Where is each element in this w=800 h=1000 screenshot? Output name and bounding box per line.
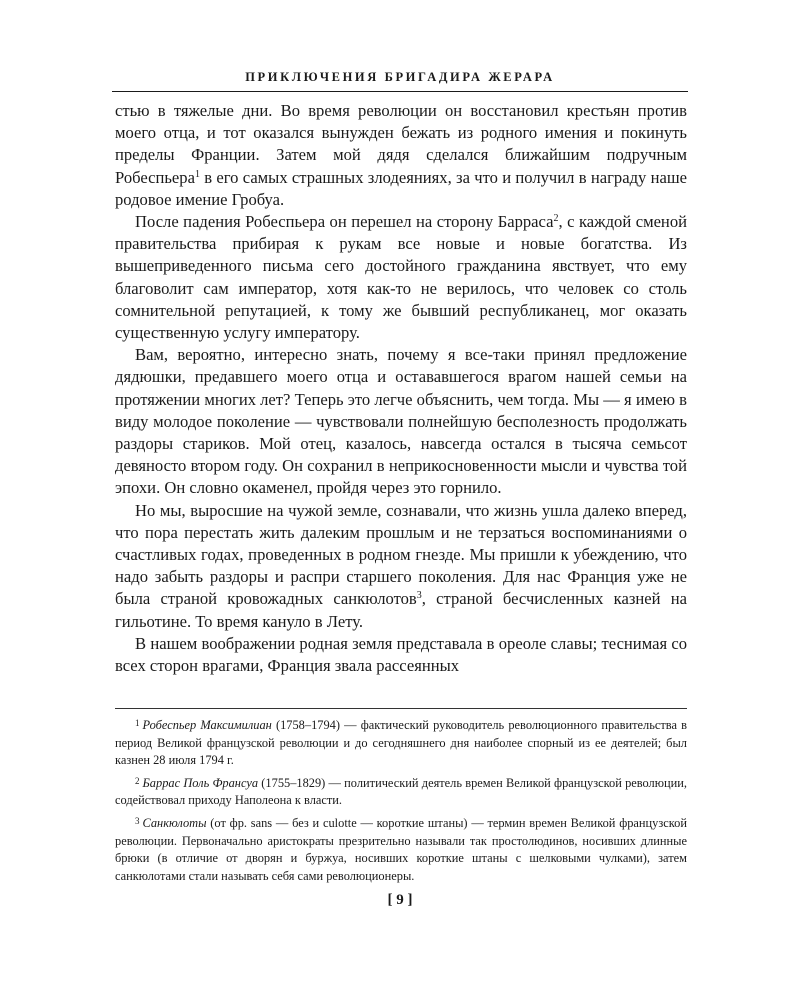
footnotes [115, 715, 687, 888]
paragraph-text: стью в тяжелые дни. Во время революции он восстановил крестьян против моего отца, и тот оказался вынужден бежать из родного имения и покинуть пределы Франции. Затем мой дядя сделался ближайшим подручным Робеспьера [115, 101, 687, 187]
footnote-separator [115, 708, 687, 709]
footnote-reference[interactable]: 3 [416, 590, 422, 602]
page-number: [ 9 ] [387, 892, 413, 908]
footnote [115, 715, 687, 770]
footnote-mark: 1 [135, 718, 140, 728]
footnote-mark: 3 [135, 815, 140, 826]
footnote-term: Робеспьер Максимилиан [142, 718, 272, 732]
body-paragraph [115, 211, 687, 344]
paragraph-text: Вам, вероятно, интересно знать, почему я все-таки принял предложение дядюшки, предавшего моего отца и остававшегося врагом нашей семьи на протяжении многих лет? Теперь это легче объяснить, чем тогда. Мы — я имею в виду молодое поколение — чувствовали полнейшую бесполезность продолжать раздоры стариков. Мой отец, казалось, навсегда остался в тысяча семьсот девяносто втором году. Он сохранил в неприкосновенности мысли и чувства той эпохи. Он словно окаменел, пройдя через это горнило. [115, 345, 687, 498]
running-head-rule [112, 91, 688, 92]
paragraph-text: В нашем воображении родная земля представала в ореоле славы; теснимая со всех сторон врагами, Франция звала рассеянных [115, 633, 687, 676]
running-head: ПРИКЛЮЧЕНИЯ БРИГАДИРА ЖЕРАРА [245, 70, 555, 84]
main-text [115, 100, 687, 677]
footnote [115, 773, 687, 810]
footnote-text: (1755–1829) — политический деятель времен Великой французской революции, содействовал приходу Наполеона к власти. [115, 775, 687, 808]
paragraph-text: Но мы, выросшие на чужой земле, сознавали, что жизнь ушла далеко вперед, что пора перестать жить далеким прошлым и не терзаться воспоминаниями о счастливых годах, проведенных в родном гнезде. Мы пришли к убеждению, что надо забыть раздоры и распри старшего поколения. Для нас Франция уже не была страной кровожадных санкюлотов [115, 500, 687, 609]
footnote-reference[interactable]: 2 [553, 213, 559, 225]
footnote-mark: 2 [135, 775, 140, 786]
body-paragraph [115, 344, 687, 499]
paragraph-text: После падения Робеспьера он перешел на сторону Барраса [135, 212, 554, 232]
body-paragraph [115, 633, 687, 677]
footnote-term: Санкюлоты [142, 815, 207, 830]
body-paragraph [115, 100, 687, 211]
footnote-term: Баррас Поль Франсуа [142, 775, 259, 790]
footnote [115, 813, 687, 885]
paragraph-text: , с каждой сменой правительства прибирая к рукам все новые и новые богатства. Из вышеприведенного письма сего достойного гражданина явствует, что ему благоволит сам император, хотя как-то не верилось, что человек со столь сомнительной репутацией, к тому же бывший республиканец, мог оказать существенную услугу императору. [115, 212, 687, 343]
footnote-text: (1758–1794) — фактический руководитель революционного правительства в период Великой французской революции и до сегодняшнего дня наиболее спорный из ее деятелей; был казнен 28 июля 1794 г. [115, 718, 687, 768]
body-paragraph [115, 500, 687, 633]
footnote-text: (от фр. sans — без и culotte — короткие штаны) — термин времен Великой французской революции. Первоначально аристократы презрительно называли так простолюдинов, носивших длинные брюки (в отличие от дворян и буржуа, носивших короткие штаны с шелковыми чулками), затем санкюлотами стали называть себя сами революционеры. [115, 815, 687, 883]
paragraph-text: в его самых страшных злодеяниях, за что и получил в награду наше родовое имение Гробуа. [115, 167, 687, 209]
paragraph-text: , страной бесчисленных казней на гильотине. То время кануло в Лету. [115, 589, 687, 631]
footnote-reference[interactable]: 1 [194, 168, 200, 180]
